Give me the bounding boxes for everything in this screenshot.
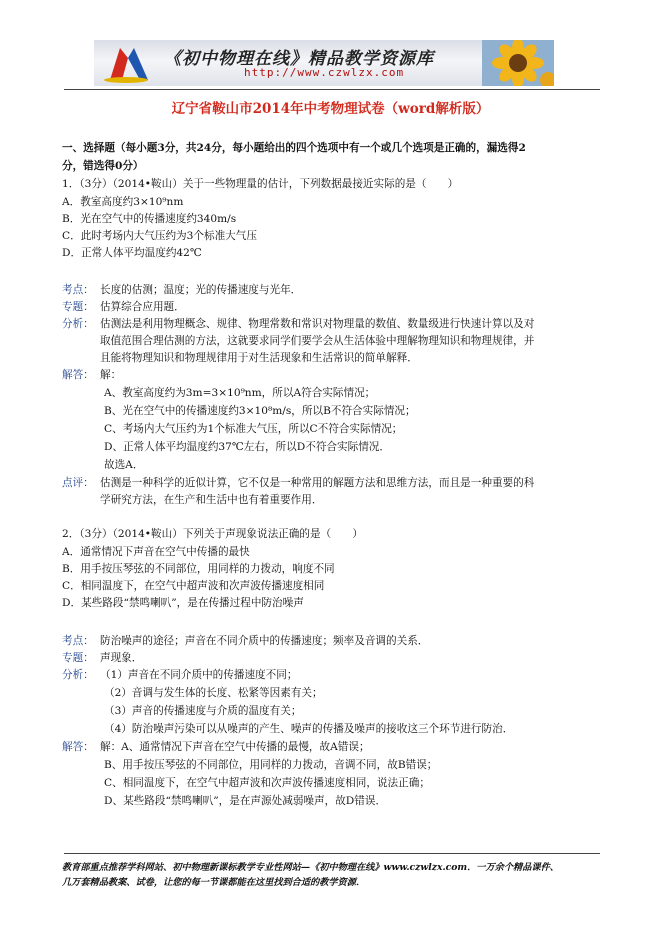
q2-jieda-c: C、相同温度下，在空气中超声波和次声波传播速度相同，说法正确； <box>104 777 430 789</box>
q1-kaodian: 考点： 长度的估测；温度；光的传播速度与光年． <box>62 284 302 296</box>
q1-option-a: A．教室高度约3×10⁹nm <box>62 196 184 208</box>
document-title: 辽宁省鞍山市2014年中考物理试卷（word解析版） <box>171 101 490 117</box>
kaodian-label: 考点： <box>62 635 94 647</box>
q2-jieda-d: D、某些路段“禁鸣喇叭”，是在声源处减弱噪声，故D错误． <box>104 795 387 807</box>
header-banner <box>94 40 554 86</box>
q1-fenxi-line-3: 且能将物理知识和物理规律用于对生活现象和生活常识的简单解释． <box>100 352 418 364</box>
banner-url: http://www.czwlzx.com <box>244 66 405 79</box>
zhuanti-label: 专题： <box>62 301 94 313</box>
logo-icon <box>102 44 150 84</box>
footer-rule <box>64 853 600 854</box>
q1-jieda-a: A、教室高度约为3m=3×10⁹nm，所以A符合实际情况； <box>104 387 376 399</box>
header-rule <box>64 89 600 90</box>
q2-option-d: D．某些路段“禁鸣喇叭”，是在传播过程中防治噪声 <box>62 597 304 609</box>
q1-fenxi-line-2: 取值范围合理估测的方法，这就要求同学们要学会从生活体验中理解物理知识和物理规律，并 <box>100 335 535 347</box>
banner-title: 《初中物理在线》精品教学资源库 <box>164 49 434 69</box>
footer-line-2: 几万套精品教案、试卷，让您的每一节课都能在这里找到合适的教学资源． <box>62 877 366 888</box>
q1-dianping-line-2: 学研究方法，在生产和生活中也有着重要作用． <box>100 494 323 506</box>
q1-option-c: C．此时考场内大气压约为3个标准大气压 <box>62 230 257 242</box>
q2-fenxi-4: （4）防治噪声污染可以从噪声的产生、噪声的传播及噪声的接收这三个环节进行防治． <box>104 723 514 735</box>
q1-jieda: 解答： 解： <box>62 369 122 381</box>
q2-kaodian: 考点： 防治噪声的途径；声音在不同介质中的传播速度；频率及音调的关系． <box>62 635 429 647</box>
q2-fenxi-3: （3）声音的传播速度与介质的温度有关； <box>104 705 302 717</box>
q2-jieda: 解答： 解：A、通常情况下声音在空气中传播的最慢，故A错误； <box>62 741 370 753</box>
q1-jieda-c: C、考场内大气压约为1个标准大气压，所以C不符合实际情况； <box>104 423 403 435</box>
q1-jieda-answer: 故选A． <box>104 459 144 471</box>
page-footer <box>62 860 602 890</box>
q2-fenxi: 分析： （1）声音在不同介质中的传播速度不同； <box>62 669 298 681</box>
question-2-stem: 2．（3分）（2014•鞍山）下列关于声现象说法正确的是（ ） <box>62 528 363 540</box>
q2-fenxi-2: （2）音调与发生体的长度、松紧等因素有关； <box>104 687 323 699</box>
q1-fenxi: 分析： 估测法是利用物理概念、规律、物理常数和常识对物理量的数值、数量级进行快速计算以及对 <box>62 318 535 330</box>
q1-dianping: 点评： 估测是一种科学的近似计算，它不仅是一种常用的解题方法和思维方法，而且是一种重要的科 <box>62 477 535 489</box>
fenxi-label: 分析： <box>62 318 94 330</box>
q2-option-b: B．用手按压琴弦的不同部位，用同样的力拨动，响度不同 <box>62 563 335 575</box>
jieda-label: 解答： <box>62 369 94 381</box>
q1-option-d: D．正常人体平均温度约42℃ <box>62 247 202 259</box>
q1-jieda-d: D、正常人体平均温度约37℃左右，所以D不符合实际情况． <box>104 441 390 453</box>
section-header: 一、选择题（每小题3分，共24分，每小题给出的四个选项中有一个或几个选项是正确的，漏选得2 <box>62 142 526 154</box>
question-1-stem: 1．（3分）（2014•鞍山）关于一些物理量的估计，下列数据最接近实际的是（ ） <box>62 178 459 190</box>
section-header-cont: 分，错选得0分） <box>62 160 144 172</box>
q1-zhuanti: 专题： 估算综合应用题． <box>62 301 185 313</box>
fenxi-label: 分析： <box>62 669 94 681</box>
q2-option-c: C．相同温度下，在空气中超声波和次声波传播速度相同 <box>62 580 325 592</box>
kaodian-label: 考点： <box>62 284 94 296</box>
q2-option-a: A．通常情况下声音在空气中传播的最快 <box>62 546 250 558</box>
zhuanti-label: 专题： <box>62 652 94 664</box>
sunflower-icon <box>482 40 554 86</box>
q1-option-b: B．光在空气中的传播速度约340m/s <box>62 213 237 225</box>
jieda-label: 解答： <box>62 741 94 753</box>
q1-jieda-b: B、光在空气中的传播速度约3×10⁸m/s，所以B不符合实际情况； <box>104 405 416 417</box>
footer-line-1: 教育部重点推荐学科网站、初中物理新课标教学专业性网站—《初中物理在线》www.czwlzx.com．一万余个精品课件、 <box>62 862 559 873</box>
dianping-label: 点评： <box>62 477 94 489</box>
q2-zhuanti: 专题： 声现象． <box>62 652 143 664</box>
q2-jieda-b: B、用手按压琴弦的不同部位，用同样的力拨动，音调不同，故B错误； <box>104 759 438 771</box>
